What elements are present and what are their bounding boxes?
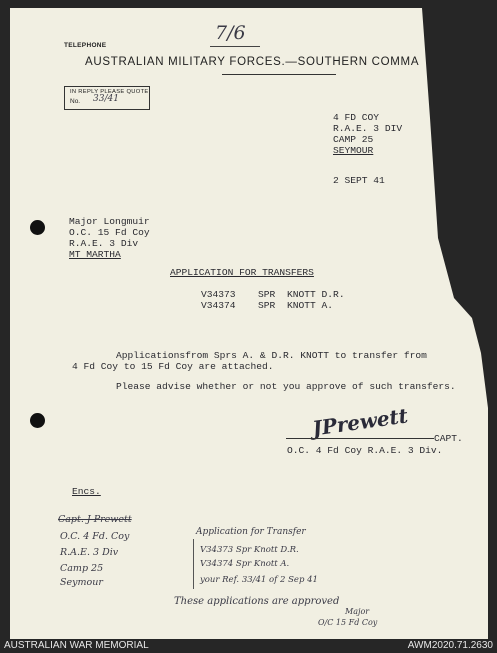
annotation-line: Camp 25	[60, 563, 104, 574]
body-line: Applicationsfrom Sprs A. & D.R. KNOTT to transfer from	[116, 350, 427, 361]
applicant-name: KNOTT D.R.	[287, 289, 345, 300]
letter-date: 2 SEPT 41	[333, 175, 385, 186]
telephone-label: TELEPHONE	[64, 42, 107, 49]
signature: JPrewett	[310, 403, 410, 441]
ref-no-value: 33/41	[93, 94, 119, 104]
footer-source: AUSTRALIAN WAR MEMORIAL	[4, 640, 149, 651]
approver-unit: O/C 15 Fd Coy	[318, 618, 378, 627]
sender-camp: CAMP 25	[333, 134, 374, 145]
applicant-number: V34374	[201, 300, 236, 311]
signatory-rank: CAPT.	[434, 433, 463, 444]
recipient-corps: R.A.E. 3 Div	[69, 238, 139, 249]
footer-accession-number: AWM2020.71.2630	[407, 640, 493, 651]
applicant-name: KNOTT A.	[287, 300, 334, 311]
punch-hole	[30, 220, 45, 235]
annotation-line: R.A.E. 3 Div	[60, 547, 119, 558]
annotation-line: Seymour	[60, 577, 103, 588]
body-line: Please advise whether or not you approve of such transfers.	[116, 381, 456, 392]
sender-town: SEYMOUR	[333, 145, 374, 156]
sender-unit: 4 FD COY	[333, 112, 380, 123]
applicant-rank: SPR	[258, 289, 276, 300]
annotation-line: V34373 Spr Knott D.R.	[200, 545, 299, 555]
ref-box-caption: IN REPLY PLEASE QUOTE	[70, 89, 149, 95]
subject-line: APPLICATION FOR TRANSFERS	[170, 267, 314, 278]
recipient-name: Major Longmuir	[69, 216, 150, 227]
signature-line	[286, 438, 434, 439]
annotation-line: V34374 Spr Knott A.	[200, 559, 290, 569]
approval-note: These applications are approved	[174, 596, 340, 607]
file-number: 7/6	[215, 22, 246, 44]
letterhead-rule	[222, 74, 336, 75]
sender-corps: R.A.E. 3 DIV	[333, 123, 403, 134]
recipient-unit: O.C. 15 Fd Coy	[69, 227, 150, 238]
signatory-appointment: O.C. 4 Fd Coy R.A.E. 3 Div.	[287, 445, 443, 456]
body-line: 4 Fd Coy to 15 Fd Coy are attached.	[72, 361, 274, 372]
ref-no-label: No.	[70, 98, 81, 105]
annotation-line: Application for Transfer	[196, 527, 306, 537]
annotation-line: Capt. J Prewett	[58, 514, 132, 525]
enclosures-label: Encs.	[72, 486, 101, 497]
applicant-rank: SPR	[258, 300, 276, 311]
annotation-bracket	[193, 539, 196, 589]
punch-hole	[30, 413, 45, 428]
annotation-line: O.C. 4 Fd. Coy	[60, 531, 130, 542]
applicant-number: V34373	[201, 289, 236, 300]
annotation-line: your Ref. 33/41 of 2 Sep 41	[200, 575, 318, 585]
approver-signature: Major	[345, 607, 370, 616]
recipient-location: MT MARTHA	[69, 249, 121, 260]
file-number-underline	[210, 46, 260, 47]
letterhead-title: AUSTRALIAN MILITARY FORCES.—SOUTHERN COMMA	[85, 56, 420, 68]
